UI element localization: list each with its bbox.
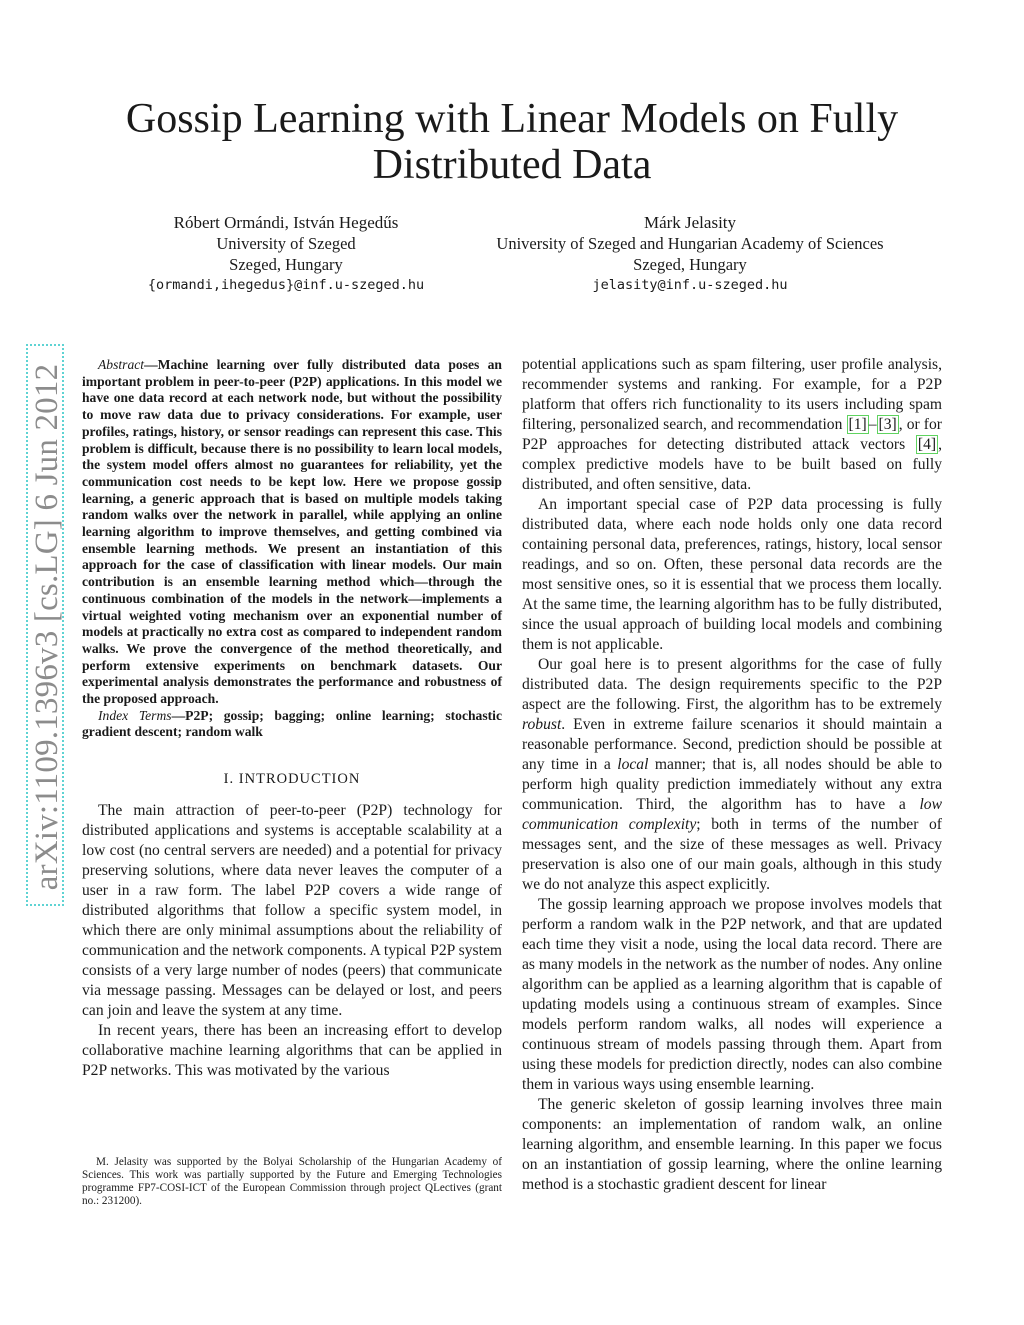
index-terms [82, 708, 502, 741]
paragraph: potential applications such as spam filtering, user profile analysis, recommender systems and ranking. For example, for a P2P platform that offers rich functionality to its users including spam filtering, personalized search, and recommendation [1] – [3] , or for P2P approaches for detecting distributed attack vectors [4] , complex predictive models have to be built based on fully distributed, and often sensitive, data. [522, 356, 942, 493]
author-location: Szeged, Hungary [633, 255, 747, 274]
right-column [522, 355, 942, 1195]
abstract-lead: Abstract [98, 357, 145, 372]
emphasis: local [617, 756, 649, 773]
paragraph: The gossip learning approach we propose involves models that perform a random walk in the P2P network, and that are updated each time they visit a node, using the local data record. There are as many models in the network as the number of nodes. Any online algorithm can be applied as a learning algorithm that is capable of updating models using a continuous stream of examples. Since models perform random walks, all nodes will experience a continuous stream of models passing through them. Apart from using these models for prediction directly, nodes can also combine them in various ways using ensemble learning. [522, 896, 942, 1093]
section-heading-introduction: I. INTRODUCTION [223, 771, 361, 788]
arxiv-identifier: arXiv:1109.1396v3 [cs.LG] 6 Jun 2012 [29, 363, 65, 891]
author-block-1 [116, 212, 456, 296]
index-terms-text: —P2P; gossip; bagging; online learning; stochastic gradient descent; random walk [82, 707, 502, 740]
emphasis: low communication complexity [522, 796, 942, 833]
paragraph: In recent years, there has been an increasing effort to develop collaborative machine learning algorithms that can be applied in P2P networks. This was motivated by the various [82, 1022, 502, 1080]
citation-link[interactable]: [3] [878, 416, 897, 433]
arxiv-sidebar-stamp [26, 344, 64, 906]
paragraph: Our goal here is to present algorithms for the case of fully distributed data. The design requirements specific to the P2P aspect are the following. First, the algorithm has to be extremely robust. Even in extreme failure scenarios it should maintain a reasonable performance. Second, prediction should be possible at any time in a local manner; that is, all nodes should be able to perform high quality prediction immediately without any extra communication. Third, the algorithm has to have a low communication complexity; both in terms of the number of messages sent, and the size of these messages as well. Privacy preservation is also one of our main goals, although in this study we do not analyze this aspect explicitly. [522, 656, 943, 893]
author-affiliation: University of Szeged and Hungarian Academy of Sciences [496, 234, 884, 253]
paragraph: The generic skeleton of gossip learning involves three main components: an implementation of random walk, an online learning algorithm, and ensemble learning. In this paper we focus on an instantiation of gossip learning, where the online learning method is a stochastic gradient descent for linear [522, 1096, 942, 1193]
author-names: Márk Jelasity [643, 213, 737, 232]
emphasis: robust [522, 716, 562, 733]
abstract [82, 357, 502, 708]
paragraph: The main attraction of peer-to-peer (P2P) technology for distributed applications and systems is acceptable scalability at a low cost (no central servers are needed) and a potential for privacy preserving solutions, where data never leaves the computer of a user in a raw form. The label P2P covers a wide range of distributed algorithms that follow a specific system model, in which there are only minimal assumptions about the reliability of communication and the network components. A typical P2P system consists of a very large number of nodes (peers) that communicate via message passing. Messages can be delayed or lost, and peers can join and leave the system at any time. [82, 802, 502, 1020]
paper-title: Gossip Learning with Linear Models on Fully Distributed Data [125, 96, 899, 188]
author-affiliation: University of Szeged [216, 234, 356, 253]
citation-link[interactable]: [4] [917, 436, 937, 453]
index-terms-lead: Index Terms [98, 707, 172, 723]
footnote: M. Jelasity was supported by the Bolyai Scholarship of the Hungarian Academy of Sciences. This work was partially supported by the Future and Emerging Technologies programme FP7-COSI-ICT of the European Commission through project QLectives (grant no.: 231200). [82, 1156, 502, 1207]
author-email: {ormandi,ihegedus}@inf.u-szeged.hu [147, 277, 425, 293]
paragraph: An important special case of P2P data processing is fully distributed data, where each node holds only one data record containing personal data, preferences, ratings, history, local sensor readings, and so on. Often, these personal data records are the most sensitive ones, so it is essential that we process them locally. At the same time, the learning algorithm has to be fully distributed, since the usual approach of building local models and combining them is not applicable. [522, 496, 942, 653]
citation-link[interactable]: [1] [848, 416, 867, 433]
author-email: jelasity@inf.u-szeged.hu [592, 277, 788, 293]
left-column [82, 357, 502, 1081]
author-names: Róbert Ormándi, István Hegedűs [173, 213, 399, 232]
author-block-2 [478, 212, 902, 296]
abstract-text: —Machine learning over fully distributed data poses an important problem in peer-to-peer (P2P) applications. In this model we have one data record at each network node, but without the possibility to move raw data due to privacy considerations. For example, user profiles, ratings, history, or sensor readings can represent this case. This problem is difficult, because there is no possibility to learn local models, the system model offers almost no guarantees for reliability, yet the communication cost needs to be kept low. Here we propose gossip learning, a generic approach that is based on multiple models taking random walks over the network in parallel, while applying an online learning algorithm to improve themselves, and getting combined via ensemble learning methods. We present an instantiation of this approach for the case of classification with linear models. Our main contribution is an ensemble learning method which—through the continuous combination of the models in the network—implements a virtual weighted voting mechanism over an exponential number of models at practically no extra cost as compared to independent random walks. We prove the convergence of the method theoretically, and perform extensive experiments on benchmark datasets. Our experimental analysis demonstrates the performance and robustness of the proposed approach. [82, 357, 502, 707]
author-location: Szeged, Hungary [229, 255, 343, 274]
